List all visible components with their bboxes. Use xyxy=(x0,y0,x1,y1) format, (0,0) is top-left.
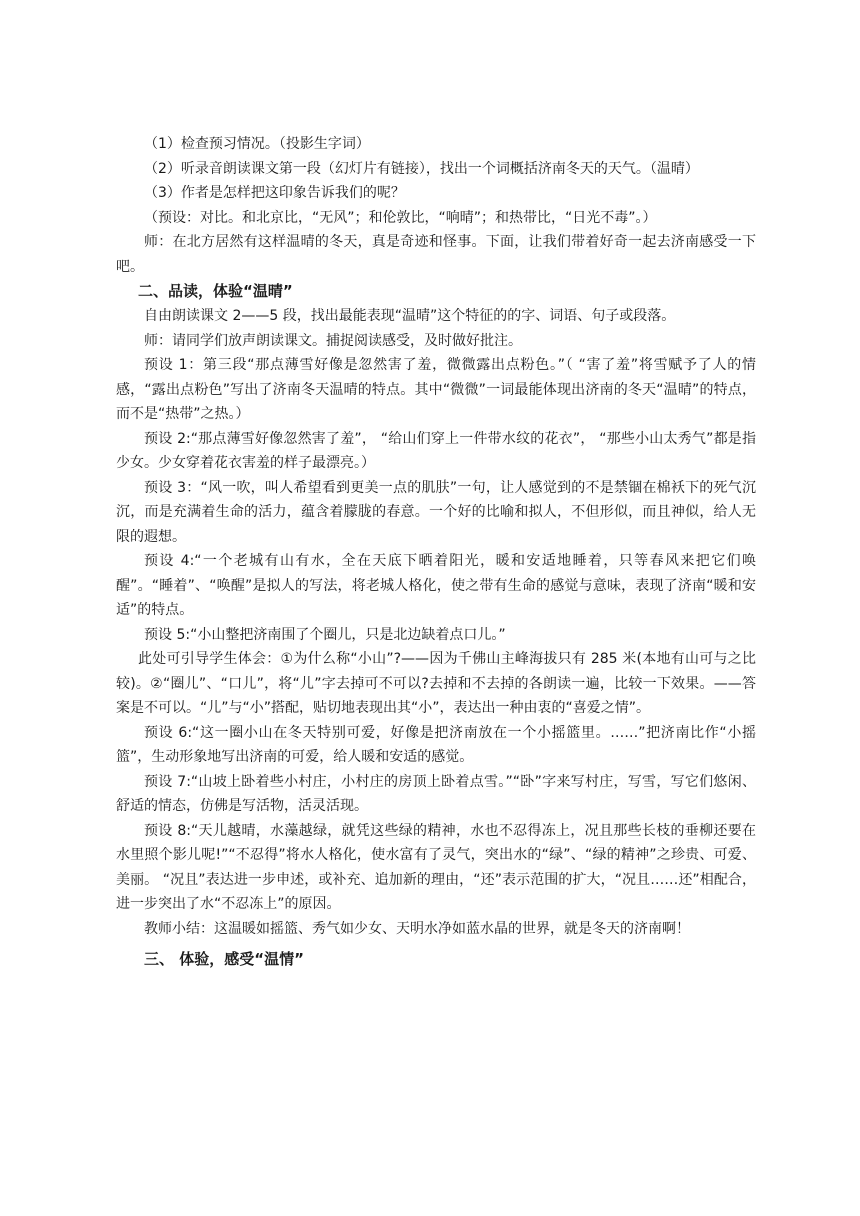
paragraph-teacher-read-aloud: 师：请同学们放声朗读课文。捕捉阅读感受，及时做好批注。 xyxy=(144,332,522,349)
paragraph-preset-contrast: （预设：对比。和北京比，“无风”；和伦敦比，“响晴”；和热带比，“日光不毒”。） xyxy=(144,209,657,226)
paragraph-teacher-summary: 教师小结：这温暖如摇篮、秀气如少女、天明水净如蓝水晶的世界，就是冬天的济南啊！ xyxy=(144,920,690,937)
section-heading-3: 三、 体验，感受“温情” xyxy=(144,950,304,968)
paragraph-preset-2: 预设 2:“那点薄雪好像忽然害了羞”， “给山们穿上一件带水纹的花衣”， “那些小山太秀气”都是指少女。少女穿着花衣害羞的样子最漂亮。） xyxy=(116,430,756,471)
paragraph-author-question: （3）作者是怎样把这印象告诉我们的呢？ xyxy=(144,185,405,201)
paragraph-listen-recording: （2）听录音朗读课文第一段（幻灯片有链接），找出一个词概括济南冬天的天气。（温晴） xyxy=(144,160,699,177)
paragraph-preset-7: 预设 7:“山坡上卧着些小村庄，小村庄的房顶上卧着点雪。”“卧”字来写村庄，写雪，写它们悠闲、舒适的情态，仿佛是写活物，活灵活现。 xyxy=(116,773,756,814)
paragraph-free-reading: 自由朗读课文 2——5 段，找出最能表现“温晴”这个特征的的字、词语、句子或段落。 xyxy=(144,308,676,324)
paragraph-preset-5: 预设 5:“小山整把济南围了个圈儿，只是北边缺着点口儿。” xyxy=(144,626,506,643)
paragraph-preset-4: 预设 4:“一个老城有山有水，全在天底下晒着阳光，暖和安适地睡着，只等春风来把它们唤醒”。“睡着”、“唤醒”是拟人的写法，将老城人格化，使之带有生命的感觉与意味，表现了济南“暖和安适”的特点。 xyxy=(116,553,756,618)
paragraph-preset-1: 预设 1：第三段“那点薄雪好像是忽然害了羞，微微露出点粉色。”（ “害了羞”将雪赋予了人的情感，“露出点粉色”写出了济南冬天温晴的特点。其中“微微”一词最能体现出济南的冬天“温晴”的特点，而不是“热带”之热。） xyxy=(116,357,756,422)
document-body xyxy=(116,132,756,987)
paragraph-preset-8: 预设 8:“天儿越晴，水藻越绿，就凭这些绿的精神，水也不忍得冻上，况且那些长枝的垂柳还要在水里照个影儿呢!”“不忍得”将水人格化，使水富有了灵气，突出水的“绿”、“绿的精神”之珍贵、可爱、美丽。 “况且”表达进一步申述，或补充、追加新的理由，“还”表示范围的扩大，“况且……还”相配合，进一步突出了水“不忍冻上”的原因。 xyxy=(116,822,756,912)
paragraph-teacher-intro: 师：在北方居然有这样温晴的冬天，真是奇迹和怪事。下面，让我们带着好奇一起去济南感受一下吧。 xyxy=(116,234,756,275)
paragraph-preset-6: 预设 6:“这一圈小山在冬天特别可爱，好像是把济南放在一个小摇篮里。……”把济南比作“小摇篮”，生动形象地写出济南的可爱，给人暖和安适的感觉。 xyxy=(116,724,756,765)
paragraph-preset-3: 预设 3：“风一吹，叫人希望看到更美一点的肌肤”一句，让人感觉到的不是禁锢在棉袄下的死气沉沉，而是充满着生命的活力，蕴含着朦胧的春意。一个好的比喻和拟人，不但形似，而且神似，给人无限的遐想。 xyxy=(116,479,756,545)
paragraph-guidance: 此处可引导学生体会：①为什么称“小山”?——因为千佛山主峰海拔只有 285 米(本地有山可与之比较)。②“圈儿”、“口儿”，将“儿”字去掉可不可以?去掉和不去掉的各朗读一遍，比较一下效果。——答案是不可以。“儿”与“小”搭配，贴切地表现出其“小”，表达出一种由衷的“喜爱之情”。 xyxy=(116,651,756,716)
section-heading-2: 二、品读，体验“温晴” xyxy=(138,282,293,300)
paragraph-check-preview: （1）检查预习情况。（投影生字词） xyxy=(144,136,370,152)
